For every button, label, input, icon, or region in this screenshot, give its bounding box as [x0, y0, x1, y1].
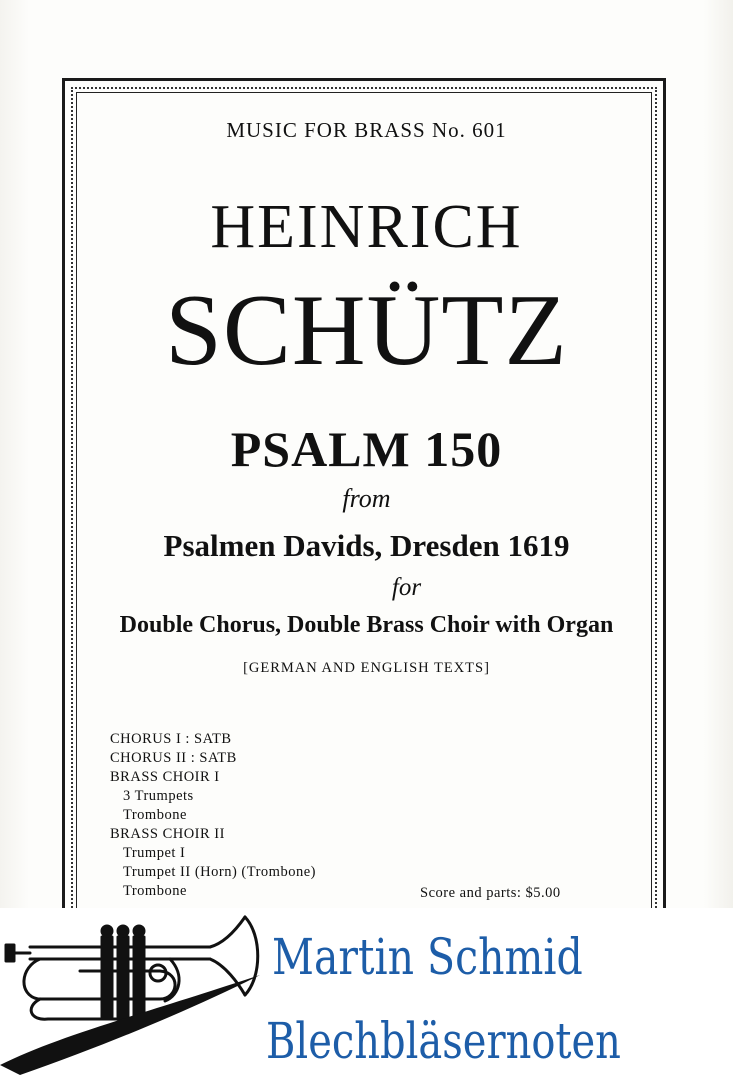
from-label: from [342, 484, 391, 513]
instrumentation-item: BRASS CHOIR I [110, 769, 220, 785]
texts-note: [GERMAN AND ENGLISH TEXTS] [243, 660, 490, 676]
composer-first-name: HEINRICH [210, 193, 523, 261]
scoring-line: Double Chorus, Double Brass Choir with Organ [119, 612, 614, 638]
watermark-name: Martin Schmid [272, 928, 583, 986]
instrumentation-item: CHORUS I : SATB [110, 731, 232, 747]
trumpet-icon [0, 915, 270, 1075]
instrumentation-item: BRASS CHOIR II [110, 826, 225, 842]
for-label: for [391, 574, 422, 601]
instrumentation-item: Trombone [123, 883, 187, 899]
composer-last-name: SCHÜTZ [165, 274, 568, 387]
price-label: Score and parts: $5.00 [420, 885, 561, 901]
instrumentation-item: CHORUS II : SATB [110, 750, 237, 766]
instrumentation-item: Trumpet I [123, 845, 186, 861]
source-title: Psalmen Davids, Dresden 1619 [163, 528, 570, 563]
instrumentation-item: Trombone [123, 807, 187, 823]
instrumentation-item: Trumpet II (Horn) (Trombone) [123, 864, 316, 880]
series-label: MUSIC FOR BRASS No. 601 [226, 118, 507, 142]
instrumentation-list [110, 730, 316, 901]
watermark-subtitle: Blechbläsernoten [266, 1012, 621, 1070]
work-title: PSALM 150 [230, 421, 503, 477]
instrumentation-item: 3 Trumpets [123, 788, 194, 804]
